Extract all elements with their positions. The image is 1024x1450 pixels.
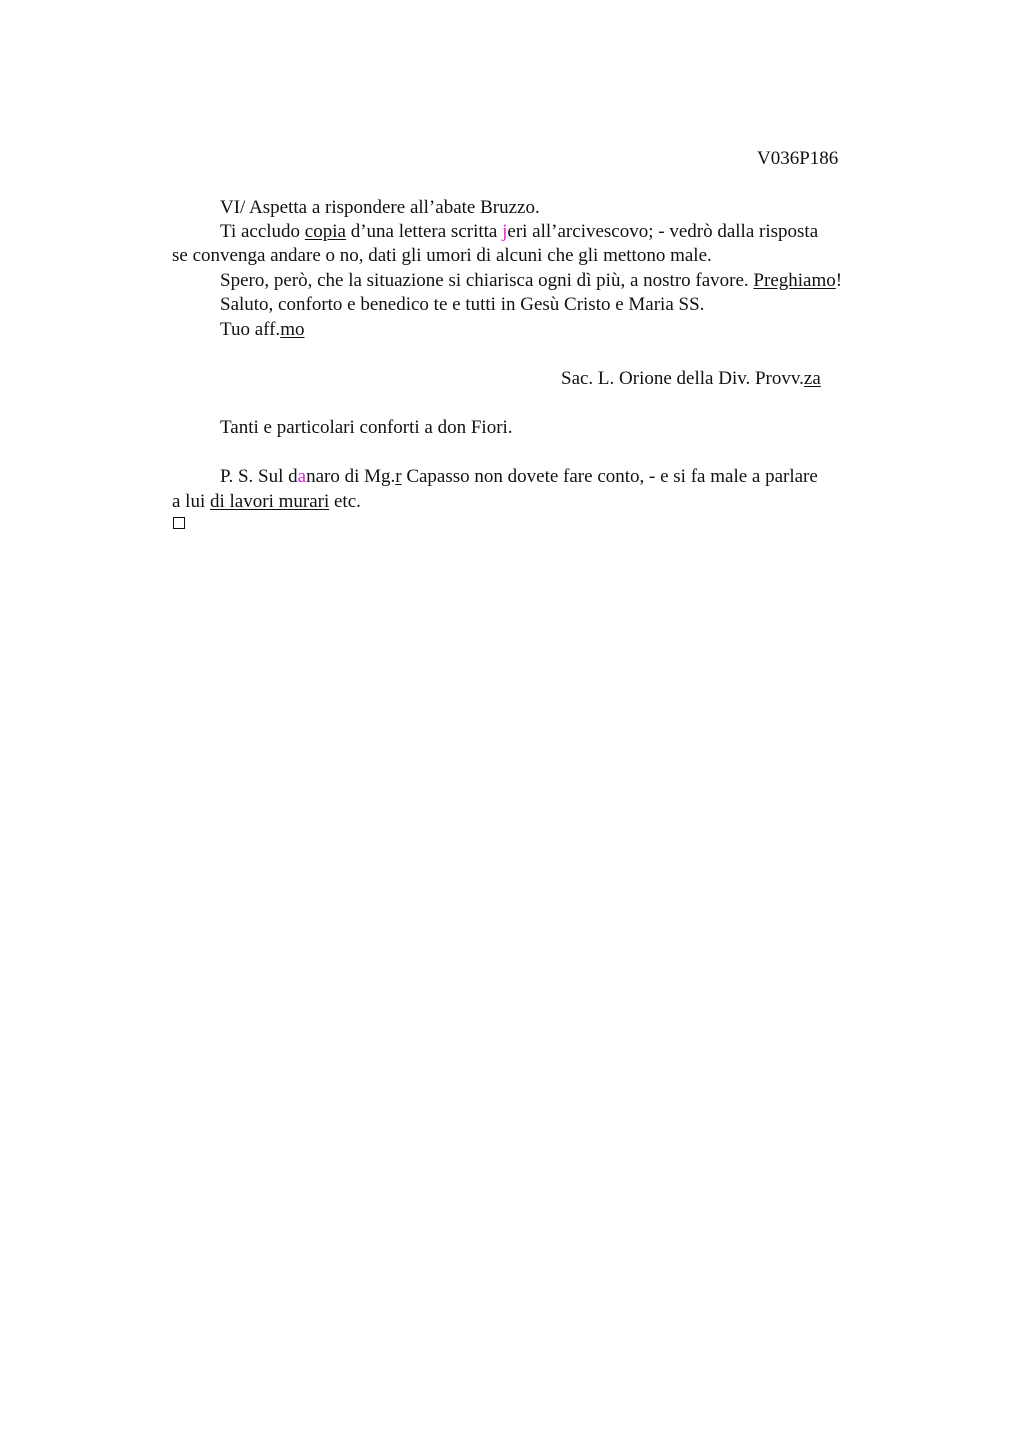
letter-line-5	[220, 293, 704, 317]
letter-line-2-b: d’una lettera scritta	[345, 221, 503, 242]
highlighted-letter-j: j	[502, 221, 508, 242]
postscript-line-2	[172, 490, 361, 514]
ps-line-2-b: etc.	[329, 491, 361, 512]
underlined-preghiamo: Preghiamo	[753, 270, 836, 291]
ps-line-1-c: Capasso non dovete fare conto, - e si fa male a parlare	[401, 466, 818, 487]
closing-line	[220, 416, 513, 440]
empty-box-glyph	[173, 517, 185, 529]
letter-line-2-a: Ti accludo	[220, 221, 305, 242]
letter-line-2-c: eri all’arcivescovo; - vedrò dalla risposta	[507, 221, 819, 242]
letter-line-3	[172, 244, 712, 268]
letter-line-1	[220, 196, 540, 220]
underlined-copia: copia	[304, 221, 346, 242]
signature-text: Sac. L. Orione della Div. Provv.	[561, 368, 804, 389]
letter-line-6-a: Tuo aff.	[220, 319, 281, 340]
letter-line-4-b: !	[835, 270, 843, 291]
letter-line-2	[220, 220, 818, 244]
ps-line-2-a: a lui	[172, 491, 210, 512]
signature	[561, 367, 821, 391]
ps-line-1-b: naro di Mg.	[306, 466, 396, 487]
letter-line-4	[220, 269, 842, 293]
reference-code: V036P186	[757, 148, 839, 169]
postscript-line-1	[220, 465, 818, 489]
underlined-di-lavori-murari: di lavori murari	[210, 491, 330, 512]
signature-suffix: za	[803, 368, 821, 389]
ps-line-1-a: P. S. Sul d	[220, 466, 298, 487]
letter-line-4-a: Spero, però, che la situazione si chiarisca ogni dì più, a nostro favore.	[220, 270, 754, 291]
underlined-mo: mo	[280, 319, 305, 340]
letter-line-5-text: Saluto, conforto e benedico te e tutti in Gesù Cristo e Maria SS.	[220, 294, 705, 315]
closing-text: Tanti e particolari conforti a don Fiori.	[220, 417, 513, 438]
letter-line-6	[220, 318, 304, 342]
letter-line-3-text: se convenga andare o no, dati gli umori di alcuni che gli mettono male.	[172, 245, 712, 266]
highlighted-letter-a: a	[297, 466, 307, 487]
underlined-r: r	[395, 466, 402, 487]
letter-line-1-text: VI/ Aspetta a rispondere all’abate Bruzzo.	[220, 197, 540, 218]
